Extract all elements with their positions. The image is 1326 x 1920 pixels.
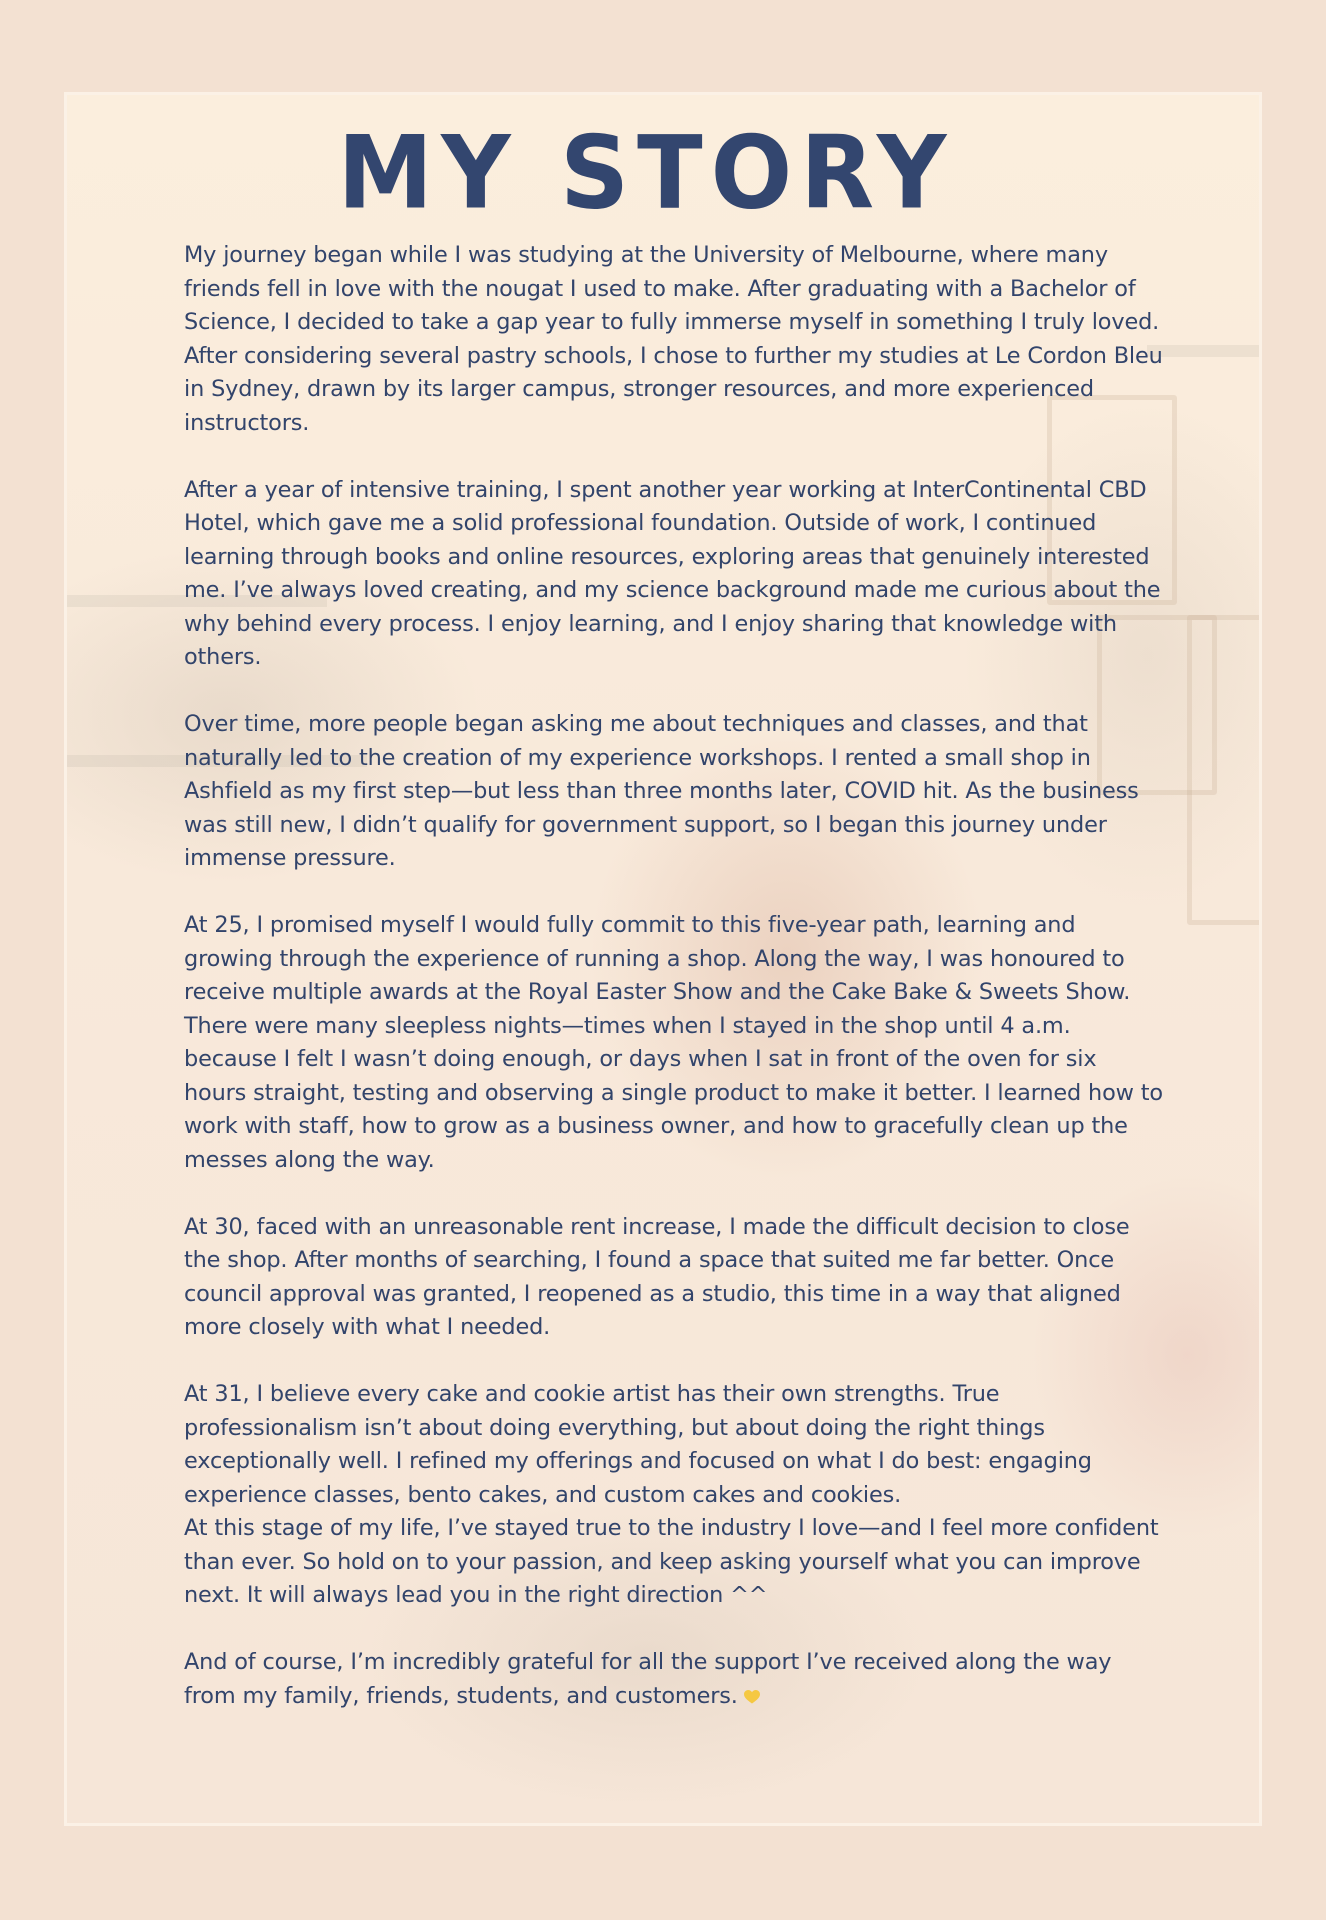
story-paragraph: At 25, I promised myself I would fully commit to this five-year path, learning and growing through the experience of running a shop. Along the way, I was honoured to receive multiple awards at the Royal Easter Show and the Cake Bake & Sweets Show. There were many sleepless nights—times when I stayed in the shop until 4 a.m. because I felt I wasn’t doing enough, or days when I sat in front of the oven for six hours straight, testing and observing a single product to make it better. I learned how to work with staff, how to grow as a business owner, and how to gracefully clean up the messes along the way. [184,912,1163,1173]
story-closing-text: And of course, I’m incredibly grateful for all the support I’ve received along the way from my family, friends, students, and customers. [184,1649,1112,1709]
story-paragraph: At 31, I believe every cake and cookie artist has their own strengths. True professionalism isn’t about doing everything, but about doing the right things exceptionally well. I refined my offerings and focused on what I do best: engaging experience classes, bento cakes, and custom cakes and cookies. [184,1381,1092,1508]
story-closing-paragraph [184,1646,1164,1713]
story-paragraph: Over time, more people began asking me about techniques and classes, and that naturally led to the creation of my experience workshops. I rented a small shop in Ashfield as my first step—but less than three months later, COVID hit. As the business was still new, I didn’t qualify for government support, so I began this journey under immense pressure. [184,711,1139,871]
story-paragraph: My journey began while I was studying at the University of Melbourne, where many friends fell in love with the nougat I used to make. After graduating with a Bachelor of Science, I decided to take a gap year to fully immerse myself in something I truly loved. After considering several pastry schools, I chose to further my studies at Le Cordon Bleu in Sydney, drawn by its larger campus, stronger resources, and more experienced instructors. [184,242,1163,436]
page-title: MY STORY [337,114,955,232]
story-paragraph: At 30, faced with an unreasonable rent increase, I made the difficult decision to close the shop. After months of searching, I found a space that suited me far better. Once council approval was granted, I reopened as a studio, this time in a way that aligned more closely with what I needed. [184,1213,1130,1340]
background-shelf [1147,345,1262,357]
story-paragraph: At this stage of my life, I’ve stayed true to the industry I love—and I feel more confident than ever. So hold on to your passion, and keep asking yourself what you can improve next. It will always lead you in the right direction ^^ [184,1515,1159,1608]
story-paragraph: After a year of intensive training, I spent another year working at InterContinental CBD Hotel, which gave me a solid professional foundation. Outside of work, I continued learning through books and online resources, exploring areas that genuinely interested me. I’ve always loved creating, and my science background made me curious about the why behind every process. I enjoy learning, and I enjoy sharing that knowledge with others. [184,476,1161,670]
story-text [184,239,1164,1747]
story-card [64,92,1262,1826]
yellow-heart-icon [744,1681,760,1695]
background-picture-frame [1187,615,1262,925]
